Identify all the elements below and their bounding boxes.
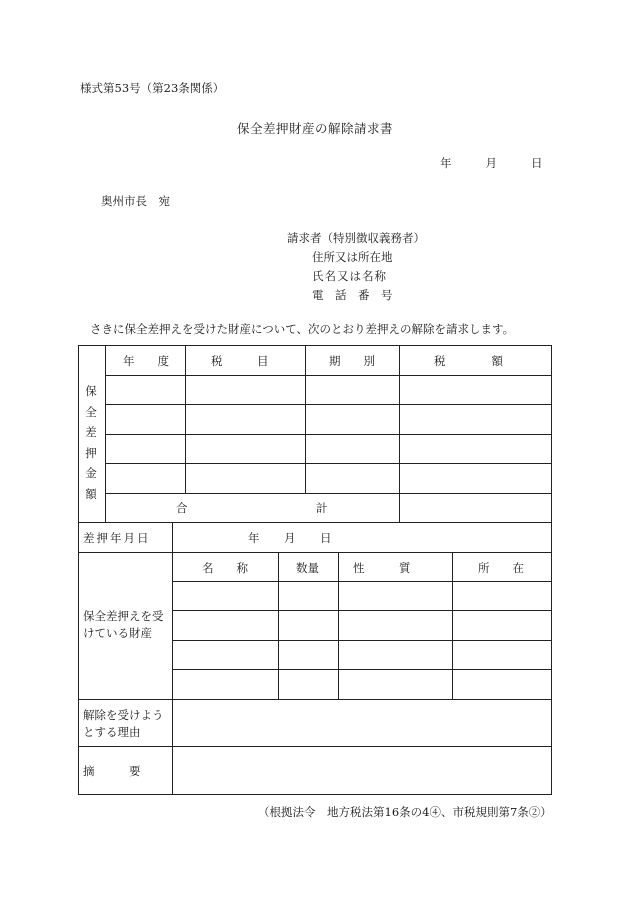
seizure-date-month: 月 (284, 531, 296, 545)
header-year: 年 度 (123, 354, 169, 368)
requester-block (287, 229, 425, 305)
form-number: 様式第53号（第23条関係） (80, 81, 225, 95)
seizure-date-year: 年 (248, 531, 260, 545)
date-day-label: 日 (531, 156, 543, 170)
header-tax-item: 税 目 (211, 354, 269, 368)
seizure-date-day: 日 (320, 531, 332, 545)
document-title: 保全差押財産の解除請求書 (236, 121, 393, 136)
header-tax-amount: 税 額 (434, 354, 503, 368)
legal-basis: （根拠法令 地方税法第16条の4④、市税規則第7条②） (258, 805, 552, 819)
addressee: 奥州市長 宛 (101, 194, 170, 208)
seizure-date-label: 差押年月日 (83, 531, 151, 545)
total-label-left: 合 (176, 501, 188, 515)
date-month-label: 月 (485, 156, 497, 170)
header-property-nature: 性 質 (353, 561, 411, 575)
requester-name-label: 氏名又は名称 (312, 269, 387, 283)
header-property-location: 所 在 (478, 561, 524, 575)
total-label-right: 計 (316, 501, 328, 515)
requester-label: 請求者（特別徴収義務者） (287, 231, 425, 245)
request-statement: さきに保全差押えを受けた財産について、次のとおり差押えの解除を請求します。 (90, 322, 515, 336)
request-table (78, 345, 552, 795)
header-property-quantity: 数量 (296, 561, 319, 575)
requester-phone-label: 電 話 番 号 (312, 288, 393, 302)
date-year-label: 年 (440, 156, 452, 170)
amount-section-label: 保全差押金額 (85, 384, 97, 501)
property-label: 保全差押えを受けている財産 (83, 609, 164, 640)
header-period: 期 別 (329, 354, 375, 368)
submission-date (440, 155, 543, 171)
header-property-name: 名 称 (202, 561, 248, 575)
reason-label: 解除を受けようとする理由 (83, 708, 164, 739)
remarks-label: 摘 要 (83, 764, 141, 778)
requester-address-label: 住所又は所在地 (312, 250, 393, 264)
